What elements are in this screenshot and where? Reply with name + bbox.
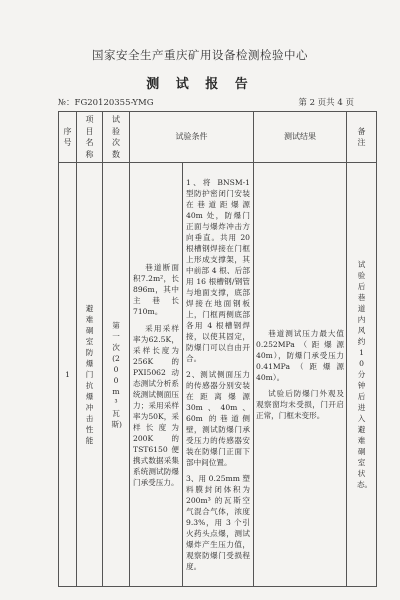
condition-step-2: 2、测试侧面压力的传感器分别安装在距离爆源 30m、40m、60m 的巷道侧壁，测试防爆门承受压力的传感器安装在防爆门正面下部中间位置。 xyxy=(186,370,250,468)
header-remark: 备注 xyxy=(347,112,377,163)
result-observation: 试验后防爆门外观及观察窗均未受损，门开启正常，门框未变形。 xyxy=(256,389,344,421)
header-test-conditions: 试验条件 xyxy=(130,112,254,163)
report-number: №：FG20120355-YMG xyxy=(58,98,154,108)
report-title: 测 试 报 告 xyxy=(146,77,254,92)
page-info: 第 2 页共 4 页 xyxy=(298,98,354,108)
condition-step-3: 3、用 0.25mm 塑料膜封闭体积为 200m³ 的瓦斯空气混合气体，浓度 9.3%，用 3 个引火药头点爆，测试爆炸产生压力值，观察防爆门受损程度。 xyxy=(186,474,250,572)
header-test-count: 试验次数 xyxy=(103,112,130,163)
row-test-results xyxy=(254,163,347,587)
row-test-conditions xyxy=(130,163,254,587)
result-pressure: 巷道测试压力最大值0.252MPa（距爆源40m），防爆门承受压力0.41MPa（距爆源40m）。 xyxy=(256,329,344,383)
header-test-results: 测试结果 xyxy=(254,112,347,163)
header-item-name: 项目名称 xyxy=(77,112,103,163)
row-item-name: 避难硐室防爆门抗爆冲击性能 xyxy=(77,163,103,587)
measurement-system-text: 采用采样率为62.5K，采样长度为256K的PXI5062 动态测试分析系统测试侧面压力；采用采样率为50K，采样长度为200K的TST6150 便携式数据采集系统测试防爆门承受压力。 xyxy=(133,323,179,487)
row-test-count: 第一次(200m³瓦斯) xyxy=(103,163,130,587)
table-header-row xyxy=(59,112,377,163)
organization-name: 国家安全生产重庆矿用设备检测检验中心 xyxy=(92,48,308,62)
header-seq: 序号 xyxy=(59,112,77,163)
test-report-table xyxy=(58,111,377,587)
table-row xyxy=(59,163,377,587)
tunnel-spec-text: 巷道断面积7.2m²，长896m，其中主巷长710m。 xyxy=(133,262,179,316)
condition-step-1: 1、将 BNSM-1 型防护密闭门安装在巷道距爆源 40m 处，防爆门正面与爆炸冲击方向垂直。共用 20 根槽钢焊接在门框上形成支撑架，其中前部 4 根、后部用 16 根槽钢/钢管与地面支撑，底部焊接在地面钢板上，门框两侧底部各用 4 根槽钢焊接，以使其固定，防爆门可以自由开合。 xyxy=(186,178,250,364)
row-remark: 试验后巷道内风约10分钟后进入避难硐室状态。 xyxy=(347,163,377,587)
row-seq: 1 xyxy=(59,163,77,587)
